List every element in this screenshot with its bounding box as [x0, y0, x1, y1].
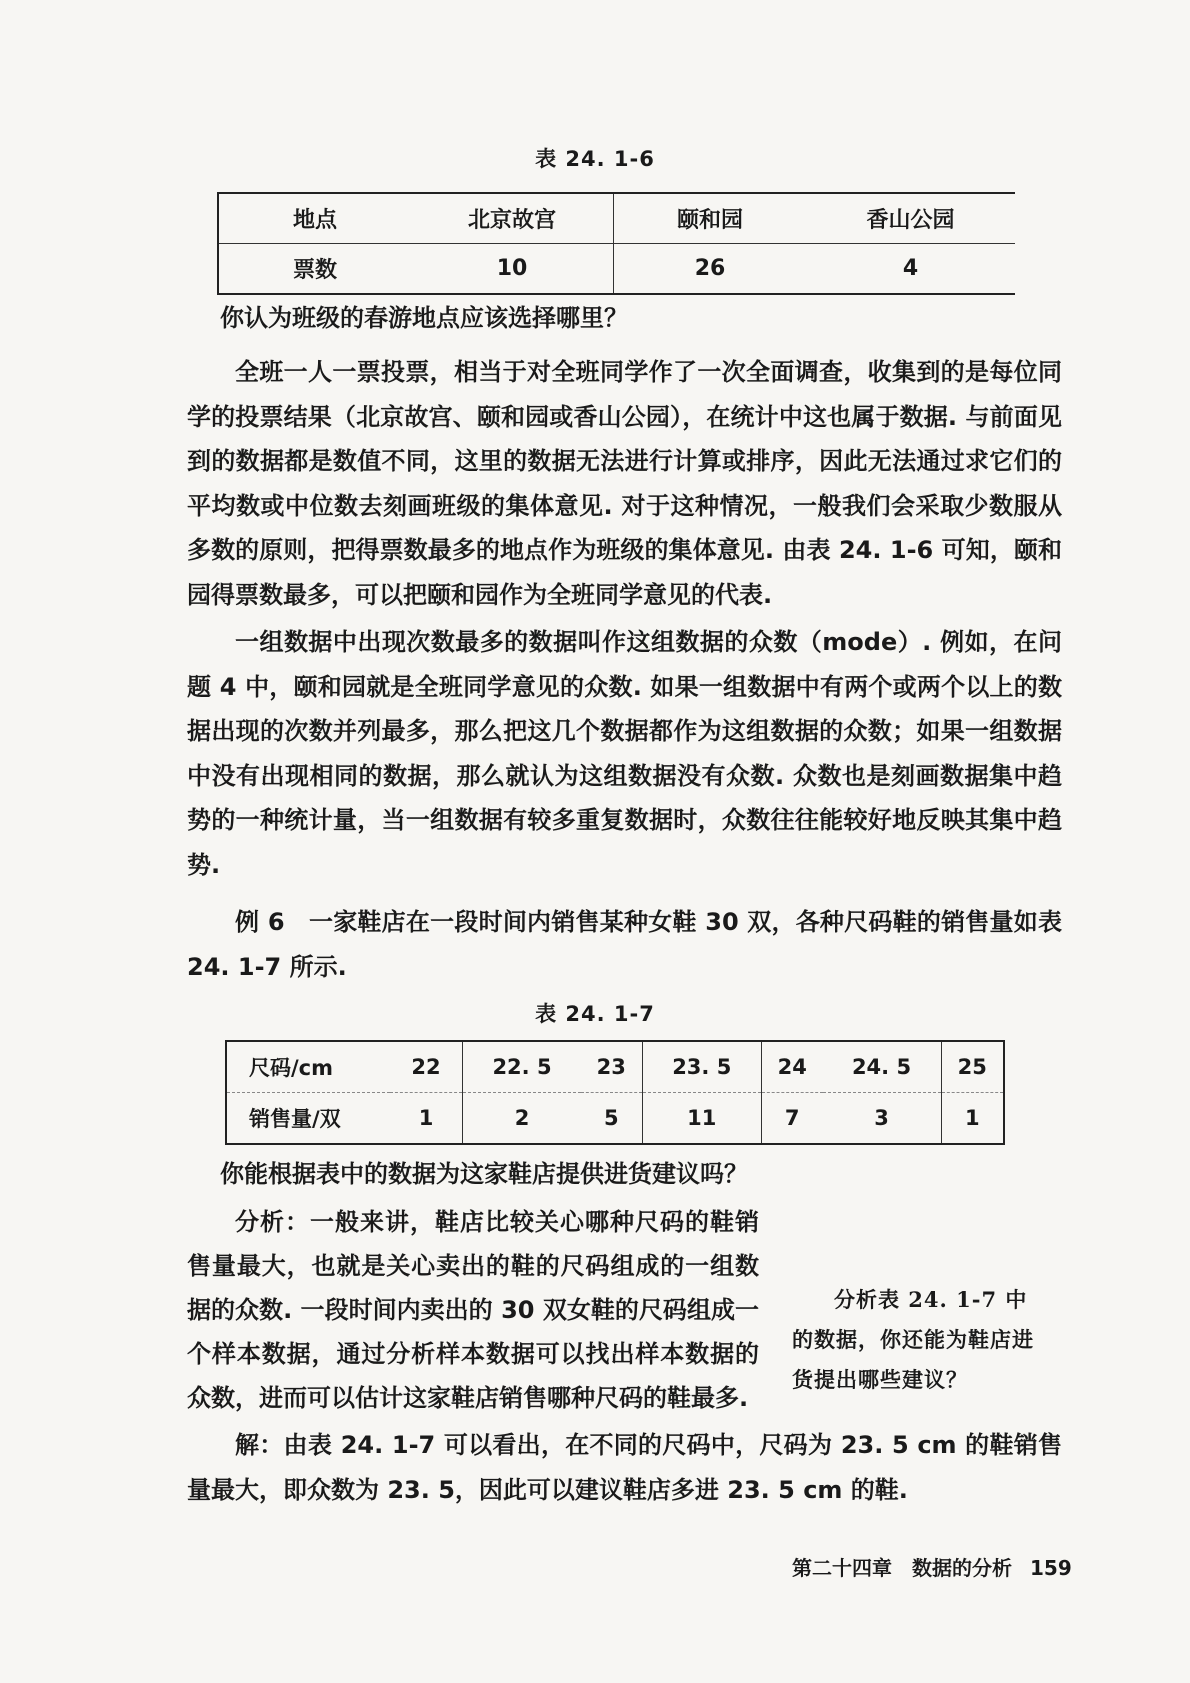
question-2: 你能根据表中的数据为这家鞋店提供进货建议吗？ — [220, 1160, 748, 1188]
table-cell: 2 — [463, 1093, 582, 1145]
table-row — [218, 193, 1015, 244]
table-row — [218, 244, 1015, 295]
table-cell: 4 — [902, 256, 919, 281]
table2-caption: 表 24. 1-7 — [535, 1002, 655, 1026]
table-cell: 24 — [761, 1041, 822, 1093]
table-cell: 23 — [581, 1041, 642, 1093]
solution-paragraph: 解：由表 24. 1-7 可以看出，在不同的尺码中，尺码为 23. 5 cm 的鞋销售量最大，即众数为 23. 5，因此可以建议鞋店多进 23. 5 cm 的鞋. — [187, 1431, 1062, 1504]
page-number: 159 — [1030, 1556, 1072, 1580]
table-cell: 票数 — [218, 244, 411, 295]
table-cell: 25 — [941, 1041, 1004, 1093]
table-cell: 5 — [603, 1106, 619, 1130]
table-cell: 7 — [761, 1093, 822, 1145]
chapter-title: 第二十四章 数据的分析 — [792, 1556, 1012, 1580]
paragraph-2: 一组数据中出现次数最多的数据叫作这组数据的众数（mode）. 例如，在问题 4 中，颐和园就是全班同学意见的众数. 如果一组数据中有两个或两个以上的数据出现的次数并列最多，那么把这几个数据都作为这组数据的众数；如果一组数据中没有出现相同的数据，那么就认为这组数据没有众数. 众数也是刻画数据集中趋势的一种统计量，当一组数据有较多重复数据时，众数往往能较好地反映其集中趋势. — [187, 628, 1062, 879]
side-note: 分析表 24. 1-7 中的数据，你还能为鞋店进货提出哪些建议？ — [792, 1287, 1034, 1392]
table1-caption: 表 24. 1-6 — [535, 147, 655, 171]
table-cell: 10 — [496, 256, 528, 281]
table-cell: 香山公园 — [806, 193, 1015, 244]
table-cell: 尺码/cm — [226, 1041, 390, 1093]
question-1: 你认为班级的春游地点应该选择哪里？ — [220, 304, 628, 332]
table-cell: 地点 — [218, 193, 411, 244]
page-footer — [792, 1552, 1072, 1581]
paragraph-1: 全班一人一票投票，相当于对全班同学作了一次全面调查，收集到的是每位同学的投票结果（北京故宫、颐和园或香山公园），在统计中这也属于数据. 与前面见到的数据都是数值不同，这里的数据无法进行计算或排序，因此无法通过求它们的平均数或中位数去刻画班级的集体意见. 对于这种情况，一般我们会采取少数服从多数的原则，把得票数最多的地点作为班级的集体意见. 由表 24. 1-6 可知，颐和园得票数最多，可以把颐和园作为全班同学意见的代表. — [187, 358, 1062, 609]
table-row — [226, 1093, 1004, 1145]
table-cell: 24. 5 — [823, 1041, 942, 1093]
table-cell: 22 — [390, 1041, 463, 1093]
table-cell: 3 — [874, 1106, 889, 1130]
table-cell: 23. 5 — [642, 1041, 761, 1093]
table-cell: 1 — [418, 1106, 434, 1130]
table-cell: 北京故宫 — [411, 193, 614, 244]
table-cell: 22. 5 — [463, 1041, 582, 1093]
table-cell: 11 — [642, 1093, 761, 1145]
table-cell: 1 — [941, 1093, 1004, 1145]
table-row — [226, 1041, 1004, 1093]
analysis-paragraph: 分析：一般来讲，鞋店比较关心哪种尺码的鞋销售量最大，也就是关心卖出的鞋的尺码组成的一组数据的众数. 一段时间内卖出的 30 双女鞋的尺码组成一个样本数据，通过分析样本数据可以找出样本数据的众数，进而可以估计这家鞋店销售哪种尺码的鞋最多. — [187, 1208, 759, 1412]
table-cell: 颐和园 — [614, 193, 807, 244]
shoe-sales-table — [225, 1040, 1005, 1145]
voting-table — [217, 192, 1015, 295]
example-6: 例 6 一家鞋店在一段时间内销售某种女鞋 30 双，各种尺码鞋的销售量如表 24. 1-7 所示. — [187, 908, 1062, 981]
table-cell: 销售量/双 — [249, 1107, 341, 1131]
table-cell: 26 — [614, 244, 807, 295]
